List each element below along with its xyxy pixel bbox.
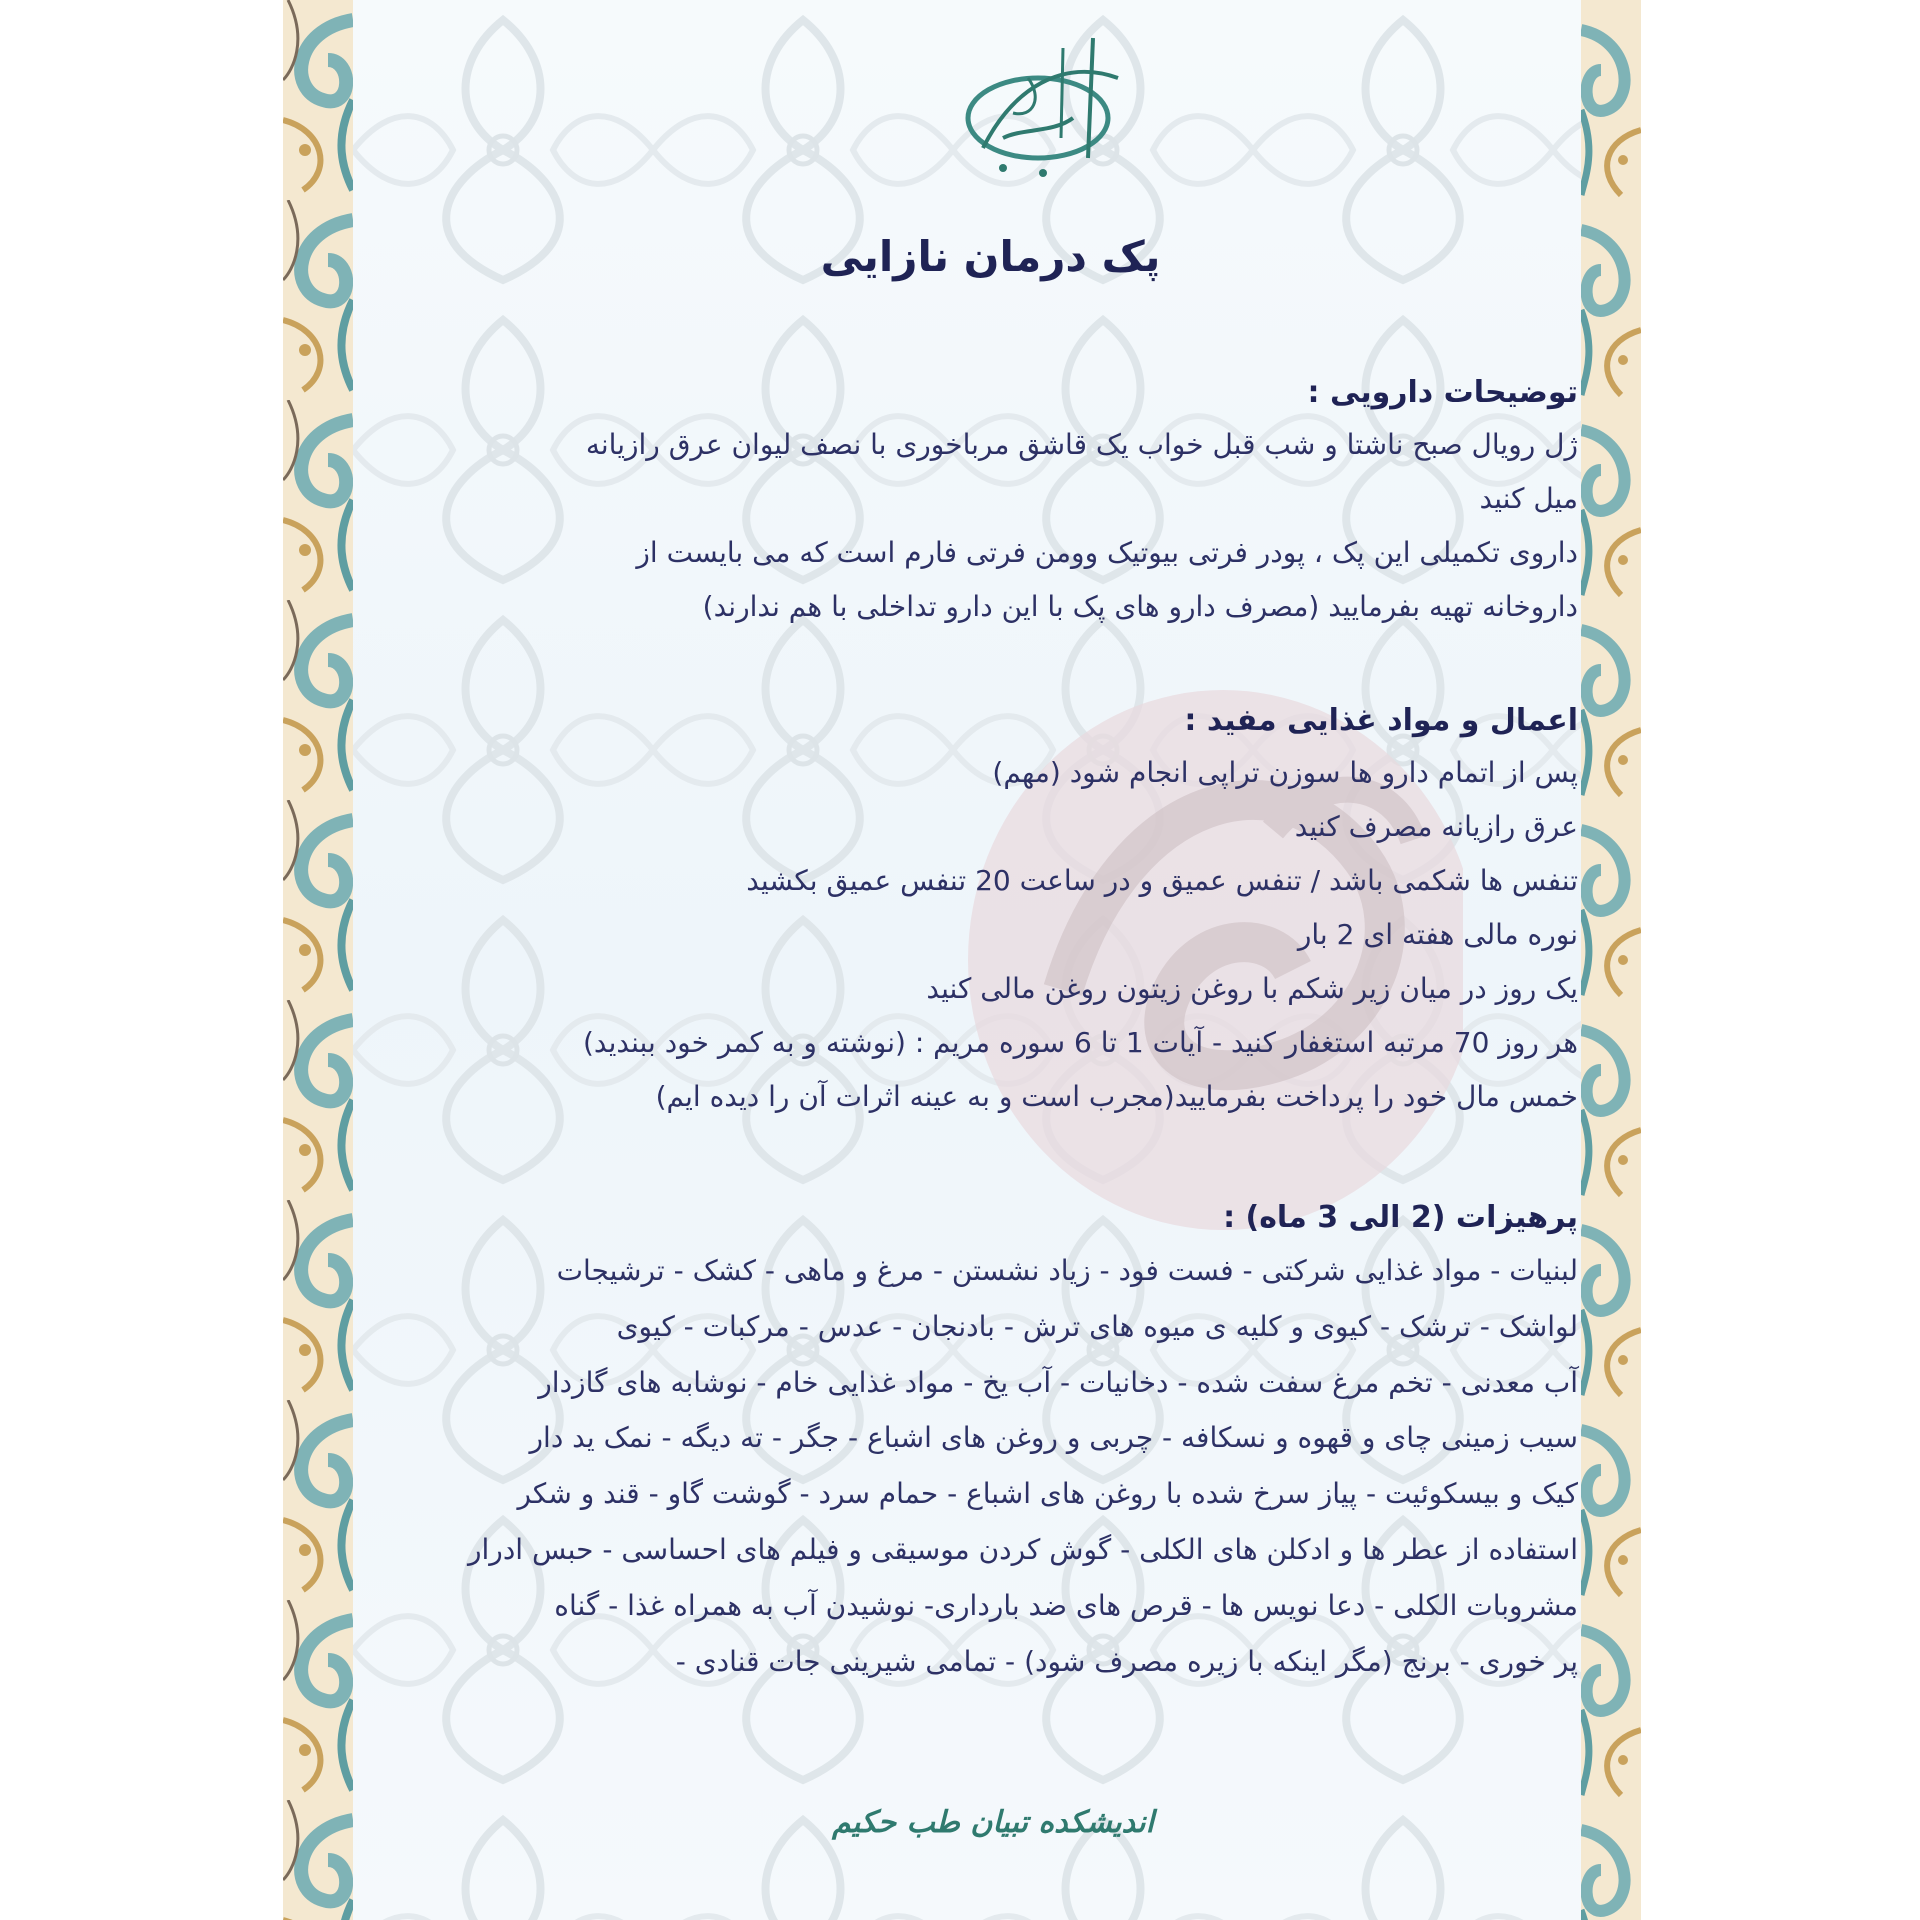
document-title: پک درمان نازایی (820, 232, 1161, 281)
section-heading: اعمال و مواد غذایی مفید : (1184, 703, 1578, 738)
left-border-pattern (283, 0, 353, 1920)
section-line: داروی تکمیلی این پک ، پودر فرتی بیوتیک وومن فرتی فارم است که می بایست از (636, 536, 1578, 569)
section-line: تنفس ها شکمی باشد / تنفس عمیق و در ساعت 20 تنفس عمیق بکشید (746, 864, 1578, 897)
section-heading: توضیحات دارویی : (1307, 375, 1578, 410)
section-line: یک روز در میان زیر شکم با روغن زیتون روغن مالی کنید (926, 972, 1578, 1005)
document-card (283, 0, 1641, 1920)
section-line: استفاده از عطر ها و ادکلن های الکلی - گوش کردن موسیقی و فیلم های احساسی - حبس ادرار (468, 1532, 1578, 1566)
content-panel (353, 0, 1581, 1920)
section-line: لبنیات - مواد غذایی شرکتی - فست فود - زیاد نشستن - مرغ و ماهی - کشک - ترشیجات (556, 1254, 1578, 1287)
section-medication (443, 368, 1578, 634)
section-line: ژل رویال صبح ناشتا و شب قبل خواب یک قاشق مرباخوری با نصف لیوان عرق رازیانه (585, 428, 1578, 461)
section-line: مشروبات الکلی - دعا نویس ها - قرص های ضد بارداری- نوشیدن آب به همراه غذا - گناه (554, 1588, 1578, 1622)
right-ornamental-border (1581, 0, 1641, 1920)
section-line: خمس مال خود را پرداخت بفرمایید(مجرب است و به عینه اثرات آن را دیده ایم) (655, 1080, 1578, 1113)
section-line: عرق رازیانه مصرف کنید (1294, 810, 1578, 843)
document-content (443, 0, 1578, 1920)
bismillah-calligraphy-logo (943, 18, 1133, 193)
section-line: سیب زمینی چای و قهوه و نسکافه - چربی و روغن های اشباع - جگر - ته دیگه - نمک ید دار (529, 1421, 1578, 1455)
institute-signature: اندیشکده تبیان طب حکیم (831, 1805, 1154, 1840)
right-border-pattern (1581, 0, 1641, 1920)
section-line: آب معدنی - تخم مرغ سفت شده - دخانیات - آب یخ - مواد غذایی خام - نوشابه های گازدار (538, 1365, 1578, 1399)
section-line: نوره مالی هفته ای 2 بار (1297, 918, 1578, 951)
section-line: میل کنید (1479, 482, 1578, 515)
section-heading: پرهیزات (2 الی 3 ماه) : (1223, 1200, 1578, 1235)
section-restrictions (443, 1193, 1578, 1689)
section-line: لواشک - ترشک - کیوی و کلیه ی میوه های ترش - بادنجان - عدس - مرکبات - کیوی (616, 1309, 1578, 1343)
section-line: داروخانه تهیه بفرمایید (مصرف دارو های پک با این دارو تداخلی با هم ندارند) (702, 590, 1578, 623)
section-line: هر روز 70 مرتبه استغفار کنید - آیات 1 تا 6 سوره مریم : (نوشته و به کمر خود ببندید) (582, 1026, 1578, 1059)
section-line: کیک و بیسکوئیت - پیاز سرخ شده با روغن های اشباع - حمام سرد - گوشت گاو - قند و شکر (517, 1477, 1578, 1511)
section-beneficial-practices (443, 696, 1578, 1124)
section-line: پر خوری - برنج (مگر اینکه با زیره مصرف شود) - تمامی شیرینی جات قنادی - (675, 1644, 1578, 1678)
left-ornamental-border (283, 0, 353, 1920)
section-line: پس از اتمام دارو ها سوزن تراپی انجام شود (مهم) (992, 756, 1578, 789)
